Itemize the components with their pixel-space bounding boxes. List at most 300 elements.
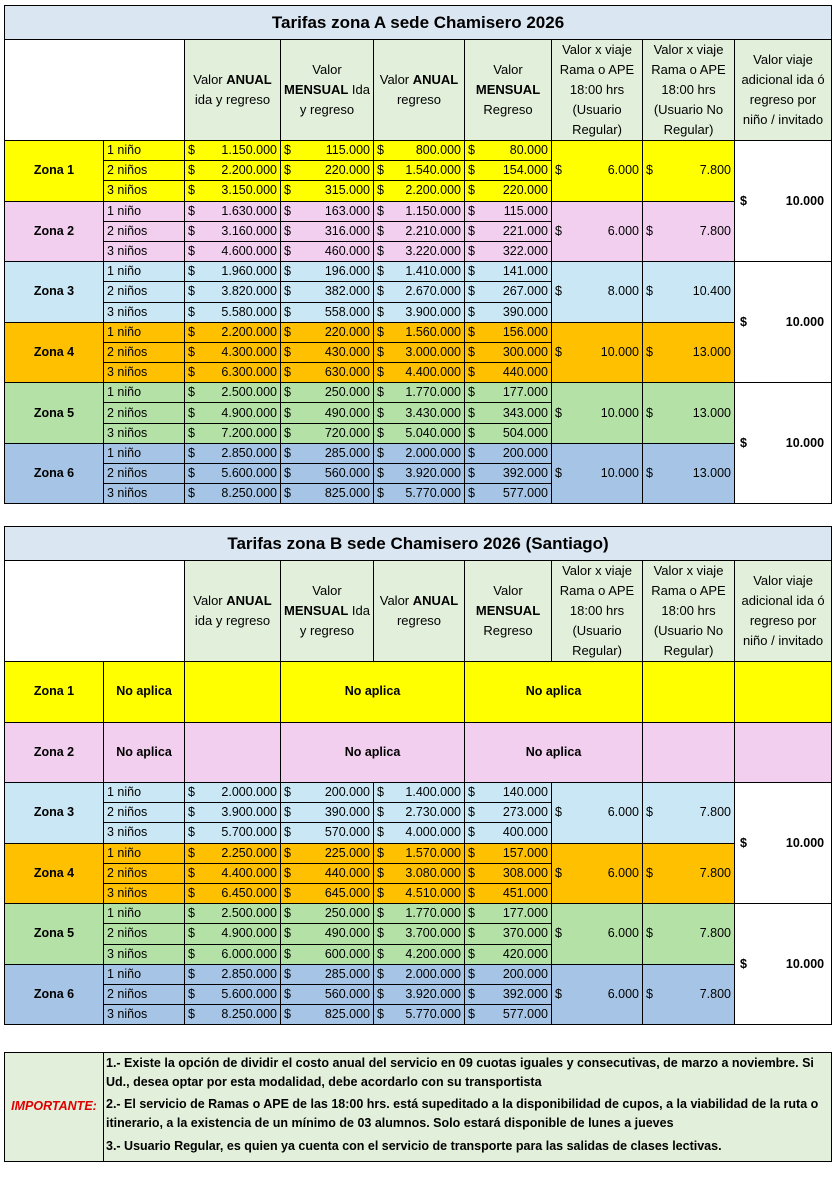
amount: 10.000 bbox=[600, 344, 639, 359]
money-value bbox=[468, 325, 548, 340]
money-cell bbox=[374, 342, 465, 362]
amount: 221.000 bbox=[502, 223, 548, 238]
money-cell bbox=[465, 161, 552, 181]
money-cell bbox=[185, 924, 281, 944]
currency-sign: $ bbox=[284, 825, 291, 840]
amount: 558.000 bbox=[324, 304, 370, 319]
money-value bbox=[738, 194, 828, 209]
money-value bbox=[468, 486, 548, 501]
money-value bbox=[468, 345, 548, 360]
children-count: 2 niños bbox=[104, 464, 185, 484]
money-cell bbox=[465, 464, 552, 484]
amount: 177.000 bbox=[502, 385, 548, 400]
currency-sign: $ bbox=[555, 344, 562, 359]
money-cell bbox=[374, 141, 465, 161]
money-cell bbox=[465, 843, 552, 863]
amount: 10.000 bbox=[785, 314, 825, 329]
children-count: 1 niño bbox=[104, 322, 185, 342]
currency-sign: $ bbox=[284, 223, 291, 238]
currency-sign: $ bbox=[646, 405, 653, 420]
money-value bbox=[738, 315, 828, 330]
children-count: 2 niños bbox=[104, 803, 185, 823]
money-cell bbox=[465, 383, 552, 403]
currency-sign: $ bbox=[377, 805, 384, 820]
money-value bbox=[188, 967, 277, 982]
amount: 10.000 bbox=[785, 435, 825, 450]
money-value bbox=[284, 1007, 370, 1022]
currency-sign: $ bbox=[377, 1007, 384, 1022]
money-cell bbox=[374, 464, 465, 484]
money-cell bbox=[374, 363, 465, 383]
money-value bbox=[468, 987, 548, 1002]
money-value bbox=[468, 446, 548, 461]
money-value bbox=[377, 886, 461, 901]
no-aplica-cell: No aplica bbox=[104, 662, 185, 723]
header-part: Regreso bbox=[483, 623, 533, 638]
money-value bbox=[377, 866, 461, 881]
currency-sign: $ bbox=[468, 264, 475, 279]
currency-sign: $ bbox=[468, 445, 475, 460]
money-value bbox=[188, 886, 277, 901]
money-value bbox=[377, 163, 461, 178]
empty-cell bbox=[643, 662, 735, 723]
amount: 2.000.000 bbox=[405, 966, 461, 981]
currency-sign: $ bbox=[468, 946, 475, 961]
currency-sign: $ bbox=[377, 143, 384, 158]
currency-sign: $ bbox=[377, 203, 384, 218]
money-value bbox=[646, 987, 731, 1002]
money-cell bbox=[643, 322, 735, 383]
currency-sign: $ bbox=[188, 865, 195, 880]
amount: 2.000.000 bbox=[221, 785, 277, 800]
currency-sign: $ bbox=[377, 425, 384, 440]
amount: 4.900.000 bbox=[221, 926, 277, 941]
money-value bbox=[555, 466, 639, 481]
amount: 7.800 bbox=[699, 223, 731, 238]
currency-sign: $ bbox=[468, 223, 475, 238]
currency-sign: $ bbox=[468, 284, 475, 299]
currency-sign: $ bbox=[468, 385, 475, 400]
currency-sign: $ bbox=[468, 344, 475, 359]
money-cell bbox=[185, 823, 281, 843]
money-value bbox=[555, 406, 639, 421]
amount: 2.730.000 bbox=[405, 805, 461, 820]
currency-sign: $ bbox=[646, 344, 653, 359]
amount: 800.000 bbox=[415, 143, 461, 158]
amount: 1.570.000 bbox=[405, 845, 461, 860]
children-count: 3 niños bbox=[104, 883, 185, 903]
header-anual-regreso bbox=[374, 40, 465, 141]
money-cell bbox=[465, 201, 552, 221]
amount: 7.800 bbox=[699, 986, 731, 1001]
money-cell bbox=[465, 863, 552, 883]
currency-sign: $ bbox=[377, 486, 384, 501]
money-value bbox=[377, 244, 461, 259]
amount: 6.000 bbox=[607, 865, 639, 880]
money-value bbox=[468, 947, 548, 962]
money-cell bbox=[374, 383, 465, 403]
currency-sign: $ bbox=[284, 926, 291, 941]
currency-sign: $ bbox=[284, 183, 291, 198]
note-1: 1.- Existe la opción de dividir el costo anual del servicio en 09 cuotas iguales y consecutivas, de marzo a noviembre. Si Ud., desea optar por esta modalidad, debe acordarlo con su transportista bbox=[106, 1056, 814, 1089]
money-value bbox=[377, 1007, 461, 1022]
amount: 825.000 bbox=[324, 1007, 370, 1022]
money-value bbox=[468, 406, 548, 421]
currency-sign: $ bbox=[468, 203, 475, 218]
money-value bbox=[646, 805, 731, 820]
currency-sign: $ bbox=[468, 143, 475, 158]
currency-sign: $ bbox=[377, 244, 384, 259]
header-mensual-regreso bbox=[465, 40, 552, 141]
money-value bbox=[188, 825, 277, 840]
currency-sign: $ bbox=[188, 324, 195, 339]
money-cell bbox=[374, 904, 465, 924]
children-count: 3 niños bbox=[104, 241, 185, 261]
header-part: regreso bbox=[396, 613, 442, 628]
money-value bbox=[284, 866, 370, 881]
header-part: ida y regreso bbox=[194, 613, 271, 628]
amount: 10.000 bbox=[785, 193, 825, 208]
money-cell bbox=[374, 262, 465, 282]
zone-name: Zona 1 bbox=[5, 141, 104, 202]
amount: 225.000 bbox=[324, 845, 370, 860]
money-value bbox=[646, 406, 731, 421]
money-cell bbox=[185, 464, 281, 484]
currency-sign: $ bbox=[284, 405, 291, 420]
children-count: 1 niño bbox=[104, 141, 185, 161]
money-value bbox=[738, 957, 828, 972]
amount: 1.630.000 bbox=[221, 203, 277, 218]
money-cell bbox=[374, 221, 465, 241]
amount: 600.000 bbox=[324, 946, 370, 961]
money-value bbox=[555, 224, 639, 239]
money-cell bbox=[185, 783, 281, 803]
money-value bbox=[188, 406, 277, 421]
currency-sign: $ bbox=[188, 466, 195, 481]
header-part: Valor bbox=[493, 583, 523, 598]
currency-sign: $ bbox=[284, 966, 291, 981]
money-cell bbox=[643, 383, 735, 444]
money-cell bbox=[281, 883, 374, 903]
money-value bbox=[284, 143, 370, 158]
zone-name: Zona 3 bbox=[5, 783, 104, 844]
money-cell bbox=[281, 282, 374, 302]
table-row bbox=[5, 201, 832, 221]
currency-sign: $ bbox=[377, 466, 384, 481]
empty-cell bbox=[185, 722, 281, 783]
money-cell bbox=[465, 423, 552, 443]
money-cell bbox=[281, 803, 374, 823]
money-value bbox=[284, 947, 370, 962]
currency-sign: $ bbox=[188, 304, 195, 319]
money-value bbox=[646, 284, 731, 299]
table-row bbox=[5, 843, 832, 863]
money-cell bbox=[552, 964, 643, 1025]
zone-name: Zona 4 bbox=[5, 322, 104, 383]
currency-sign: $ bbox=[468, 825, 475, 840]
amount: 8.000 bbox=[607, 284, 639, 299]
currency-sign: $ bbox=[555, 405, 562, 420]
amount: 220.000 bbox=[324, 324, 370, 339]
money-value bbox=[468, 204, 548, 219]
children-count: 2 niños bbox=[104, 924, 185, 944]
header-mensual-regreso bbox=[465, 561, 552, 662]
money-cell bbox=[281, 464, 374, 484]
amount: 6.450.000 bbox=[221, 886, 277, 901]
no-aplica-cell: No aplica bbox=[465, 662, 643, 723]
money-value bbox=[284, 967, 370, 982]
money-value bbox=[377, 365, 461, 380]
amount: 5.600.000 bbox=[221, 986, 277, 1001]
money-value bbox=[188, 785, 277, 800]
money-cell bbox=[374, 302, 465, 322]
money-cell bbox=[465, 282, 552, 302]
header-part: MENSUAL bbox=[475, 82, 541, 97]
amount: 1.960.000 bbox=[221, 264, 277, 279]
money-cell bbox=[185, 282, 281, 302]
children-count: 2 niños bbox=[104, 984, 185, 1004]
money-value bbox=[555, 987, 639, 1002]
money-value bbox=[188, 906, 277, 921]
children-count: 1 niño bbox=[104, 201, 185, 221]
money-value bbox=[555, 284, 639, 299]
currency-sign: $ bbox=[284, 486, 291, 501]
money-cell bbox=[281, 161, 374, 181]
header-anual-ida-regreso bbox=[185, 561, 281, 662]
currency-sign: $ bbox=[284, 886, 291, 901]
money-value bbox=[377, 406, 461, 421]
table-row-no-aplica bbox=[5, 662, 832, 723]
money-value bbox=[468, 967, 548, 982]
amount: 80.000 bbox=[509, 143, 548, 158]
currency-sign: $ bbox=[188, 825, 195, 840]
amount: 2.670.000 bbox=[405, 284, 461, 299]
currency-sign: $ bbox=[646, 284, 653, 299]
money-value bbox=[377, 325, 461, 340]
important-notes-text bbox=[104, 1053, 832, 1162]
header-part: Regreso bbox=[483, 102, 533, 117]
money-cell bbox=[185, 423, 281, 443]
money-value bbox=[284, 926, 370, 941]
amount: 8.250.000 bbox=[221, 1007, 277, 1022]
currency-sign: $ bbox=[188, 223, 195, 238]
amount: 322.000 bbox=[502, 244, 548, 259]
currency-sign: $ bbox=[284, 906, 291, 921]
currency-sign: $ bbox=[377, 163, 384, 178]
amount: 10.000 bbox=[785, 835, 825, 850]
money-value bbox=[555, 163, 639, 178]
money-value bbox=[188, 183, 277, 198]
amount: 420.000 bbox=[502, 946, 548, 961]
zone-name: Zona 5 bbox=[5, 383, 104, 444]
no-aplica-cell: No aplica bbox=[465, 722, 643, 783]
currency-sign: $ bbox=[377, 865, 384, 880]
money-value bbox=[188, 385, 277, 400]
children-count: 1 niño bbox=[104, 262, 185, 282]
currency-sign: $ bbox=[555, 926, 562, 941]
amount: 3.220.000 bbox=[405, 244, 461, 259]
money-cell bbox=[465, 944, 552, 964]
money-cell bbox=[374, 423, 465, 443]
money-value bbox=[284, 244, 370, 259]
amount: 4.200.000 bbox=[405, 946, 461, 961]
money-value bbox=[468, 805, 548, 820]
header-mensual-ida-regreso bbox=[281, 561, 374, 662]
children-count: 2 niños bbox=[104, 161, 185, 181]
children-count: 1 niño bbox=[104, 964, 185, 984]
money-value bbox=[468, 183, 548, 198]
money-value bbox=[468, 866, 548, 881]
money-value bbox=[646, 345, 731, 360]
currency-sign: $ bbox=[468, 865, 475, 880]
amount: 5.770.000 bbox=[405, 1007, 461, 1022]
money-cell bbox=[281, 181, 374, 201]
money-value bbox=[284, 987, 370, 1002]
money-cell bbox=[465, 342, 552, 362]
table-row bbox=[5, 443, 832, 463]
currency-sign: $ bbox=[188, 946, 195, 961]
empty-cell bbox=[185, 662, 281, 723]
amount: 163.000 bbox=[324, 203, 370, 218]
amount: 2.500.000 bbox=[221, 385, 277, 400]
money-value bbox=[284, 224, 370, 239]
currency-sign: $ bbox=[284, 324, 291, 339]
money-value bbox=[284, 906, 370, 921]
currency-sign: $ bbox=[555, 163, 562, 178]
table-row bbox=[5, 141, 832, 161]
money-cell bbox=[643, 262, 735, 323]
children-count: 2 niños bbox=[104, 342, 185, 362]
money-value bbox=[188, 143, 277, 158]
currency-sign: $ bbox=[377, 344, 384, 359]
amount: 2.210.000 bbox=[405, 223, 461, 238]
children-count: 1 niño bbox=[104, 843, 185, 863]
money-cell bbox=[374, 783, 465, 803]
amount: 390.000 bbox=[502, 304, 548, 319]
empty-cell bbox=[643, 722, 735, 783]
money-cell bbox=[185, 241, 281, 261]
money-cell bbox=[374, 241, 465, 261]
table-row bbox=[5, 383, 832, 403]
currency-sign: $ bbox=[284, 365, 291, 380]
children-count: 2 niños bbox=[104, 403, 185, 423]
currency-sign: $ bbox=[284, 466, 291, 481]
money-cell bbox=[281, 262, 374, 282]
money-cell bbox=[643, 964, 735, 1025]
money-cell bbox=[465, 363, 552, 383]
currency-sign: $ bbox=[284, 143, 291, 158]
money-cell bbox=[185, 883, 281, 903]
amount: 157.000 bbox=[502, 845, 548, 860]
header-viaje-regular: Valor x viaje Rama o APE 18:00 hrs (Usuario Regular) bbox=[552, 561, 643, 662]
amount: 10.000 bbox=[785, 956, 825, 971]
currency-sign: $ bbox=[468, 926, 475, 941]
children-count: 1 niño bbox=[104, 783, 185, 803]
currency-sign: $ bbox=[284, 445, 291, 460]
money-value bbox=[188, 345, 277, 360]
money-value bbox=[646, 163, 731, 178]
amount: 1.540.000 bbox=[405, 163, 461, 178]
money-cell bbox=[465, 141, 552, 161]
money-value bbox=[468, 1007, 548, 1022]
amount: 140.000 bbox=[502, 785, 548, 800]
money-cell bbox=[281, 423, 374, 443]
money-value bbox=[646, 466, 731, 481]
amount: 370.000 bbox=[502, 926, 548, 941]
amount: 1.150.000 bbox=[221, 143, 277, 158]
currency-sign: $ bbox=[646, 865, 653, 880]
header-part: Valor bbox=[493, 62, 523, 77]
money-cell bbox=[374, 282, 465, 302]
amount: 451.000 bbox=[502, 886, 548, 901]
currency-sign: $ bbox=[188, 805, 195, 820]
money-cell bbox=[465, 262, 552, 282]
header-part: ANUAL bbox=[226, 593, 272, 608]
amount: 2.200.000 bbox=[405, 183, 461, 198]
currency-sign: $ bbox=[377, 223, 384, 238]
money-cell bbox=[465, 322, 552, 342]
amount: 196.000 bbox=[324, 264, 370, 279]
children-count: 1 niño bbox=[104, 904, 185, 924]
currency-sign: $ bbox=[740, 835, 747, 850]
amount: 315.000 bbox=[324, 183, 370, 198]
money-cell bbox=[465, 1005, 552, 1025]
amount: 250.000 bbox=[324, 906, 370, 921]
amount: 3.920.000 bbox=[405, 466, 461, 481]
zone-name: Zona 3 bbox=[5, 262, 104, 323]
currency-sign: $ bbox=[284, 264, 291, 279]
zone-name: Zona 5 bbox=[5, 904, 104, 965]
money-cell bbox=[465, 403, 552, 423]
money-value bbox=[468, 224, 548, 239]
money-value bbox=[377, 224, 461, 239]
currency-sign: $ bbox=[468, 244, 475, 259]
currency-sign: $ bbox=[468, 365, 475, 380]
money-value bbox=[188, 846, 277, 861]
money-value bbox=[188, 947, 277, 962]
money-value bbox=[377, 926, 461, 941]
header-part: MENSUAL bbox=[284, 603, 349, 618]
money-value bbox=[738, 836, 828, 851]
header-viaje-no-regular: Valor x viaje Rama o APE 18:00 hrs (Usuario No Regular) bbox=[643, 40, 735, 141]
amount: 2.250.000 bbox=[221, 845, 277, 860]
currency-sign: $ bbox=[188, 785, 195, 800]
money-value bbox=[188, 426, 277, 441]
additional-trip-value bbox=[735, 262, 832, 383]
amount: 3.700.000 bbox=[405, 926, 461, 941]
amount: 7.800 bbox=[699, 805, 731, 820]
currency-sign: $ bbox=[377, 946, 384, 961]
money-value bbox=[377, 446, 461, 461]
amount: 645.000 bbox=[324, 886, 370, 901]
money-cell bbox=[281, 984, 374, 1004]
money-cell bbox=[374, 843, 465, 863]
money-value bbox=[377, 805, 461, 820]
money-cell bbox=[374, 443, 465, 463]
amount: 1.150.000 bbox=[405, 203, 461, 218]
money-value bbox=[555, 926, 639, 941]
zone-name: Zona 6 bbox=[5, 964, 104, 1025]
currency-sign: $ bbox=[284, 845, 291, 860]
children-count: 3 niños bbox=[104, 302, 185, 322]
money-value bbox=[468, 305, 548, 320]
money-cell bbox=[281, 201, 374, 221]
currency-sign: $ bbox=[284, 344, 291, 359]
amount: 720.000 bbox=[324, 425, 370, 440]
money-value bbox=[377, 785, 461, 800]
money-cell bbox=[552, 843, 643, 904]
amount: 6.000.000 bbox=[221, 946, 277, 961]
